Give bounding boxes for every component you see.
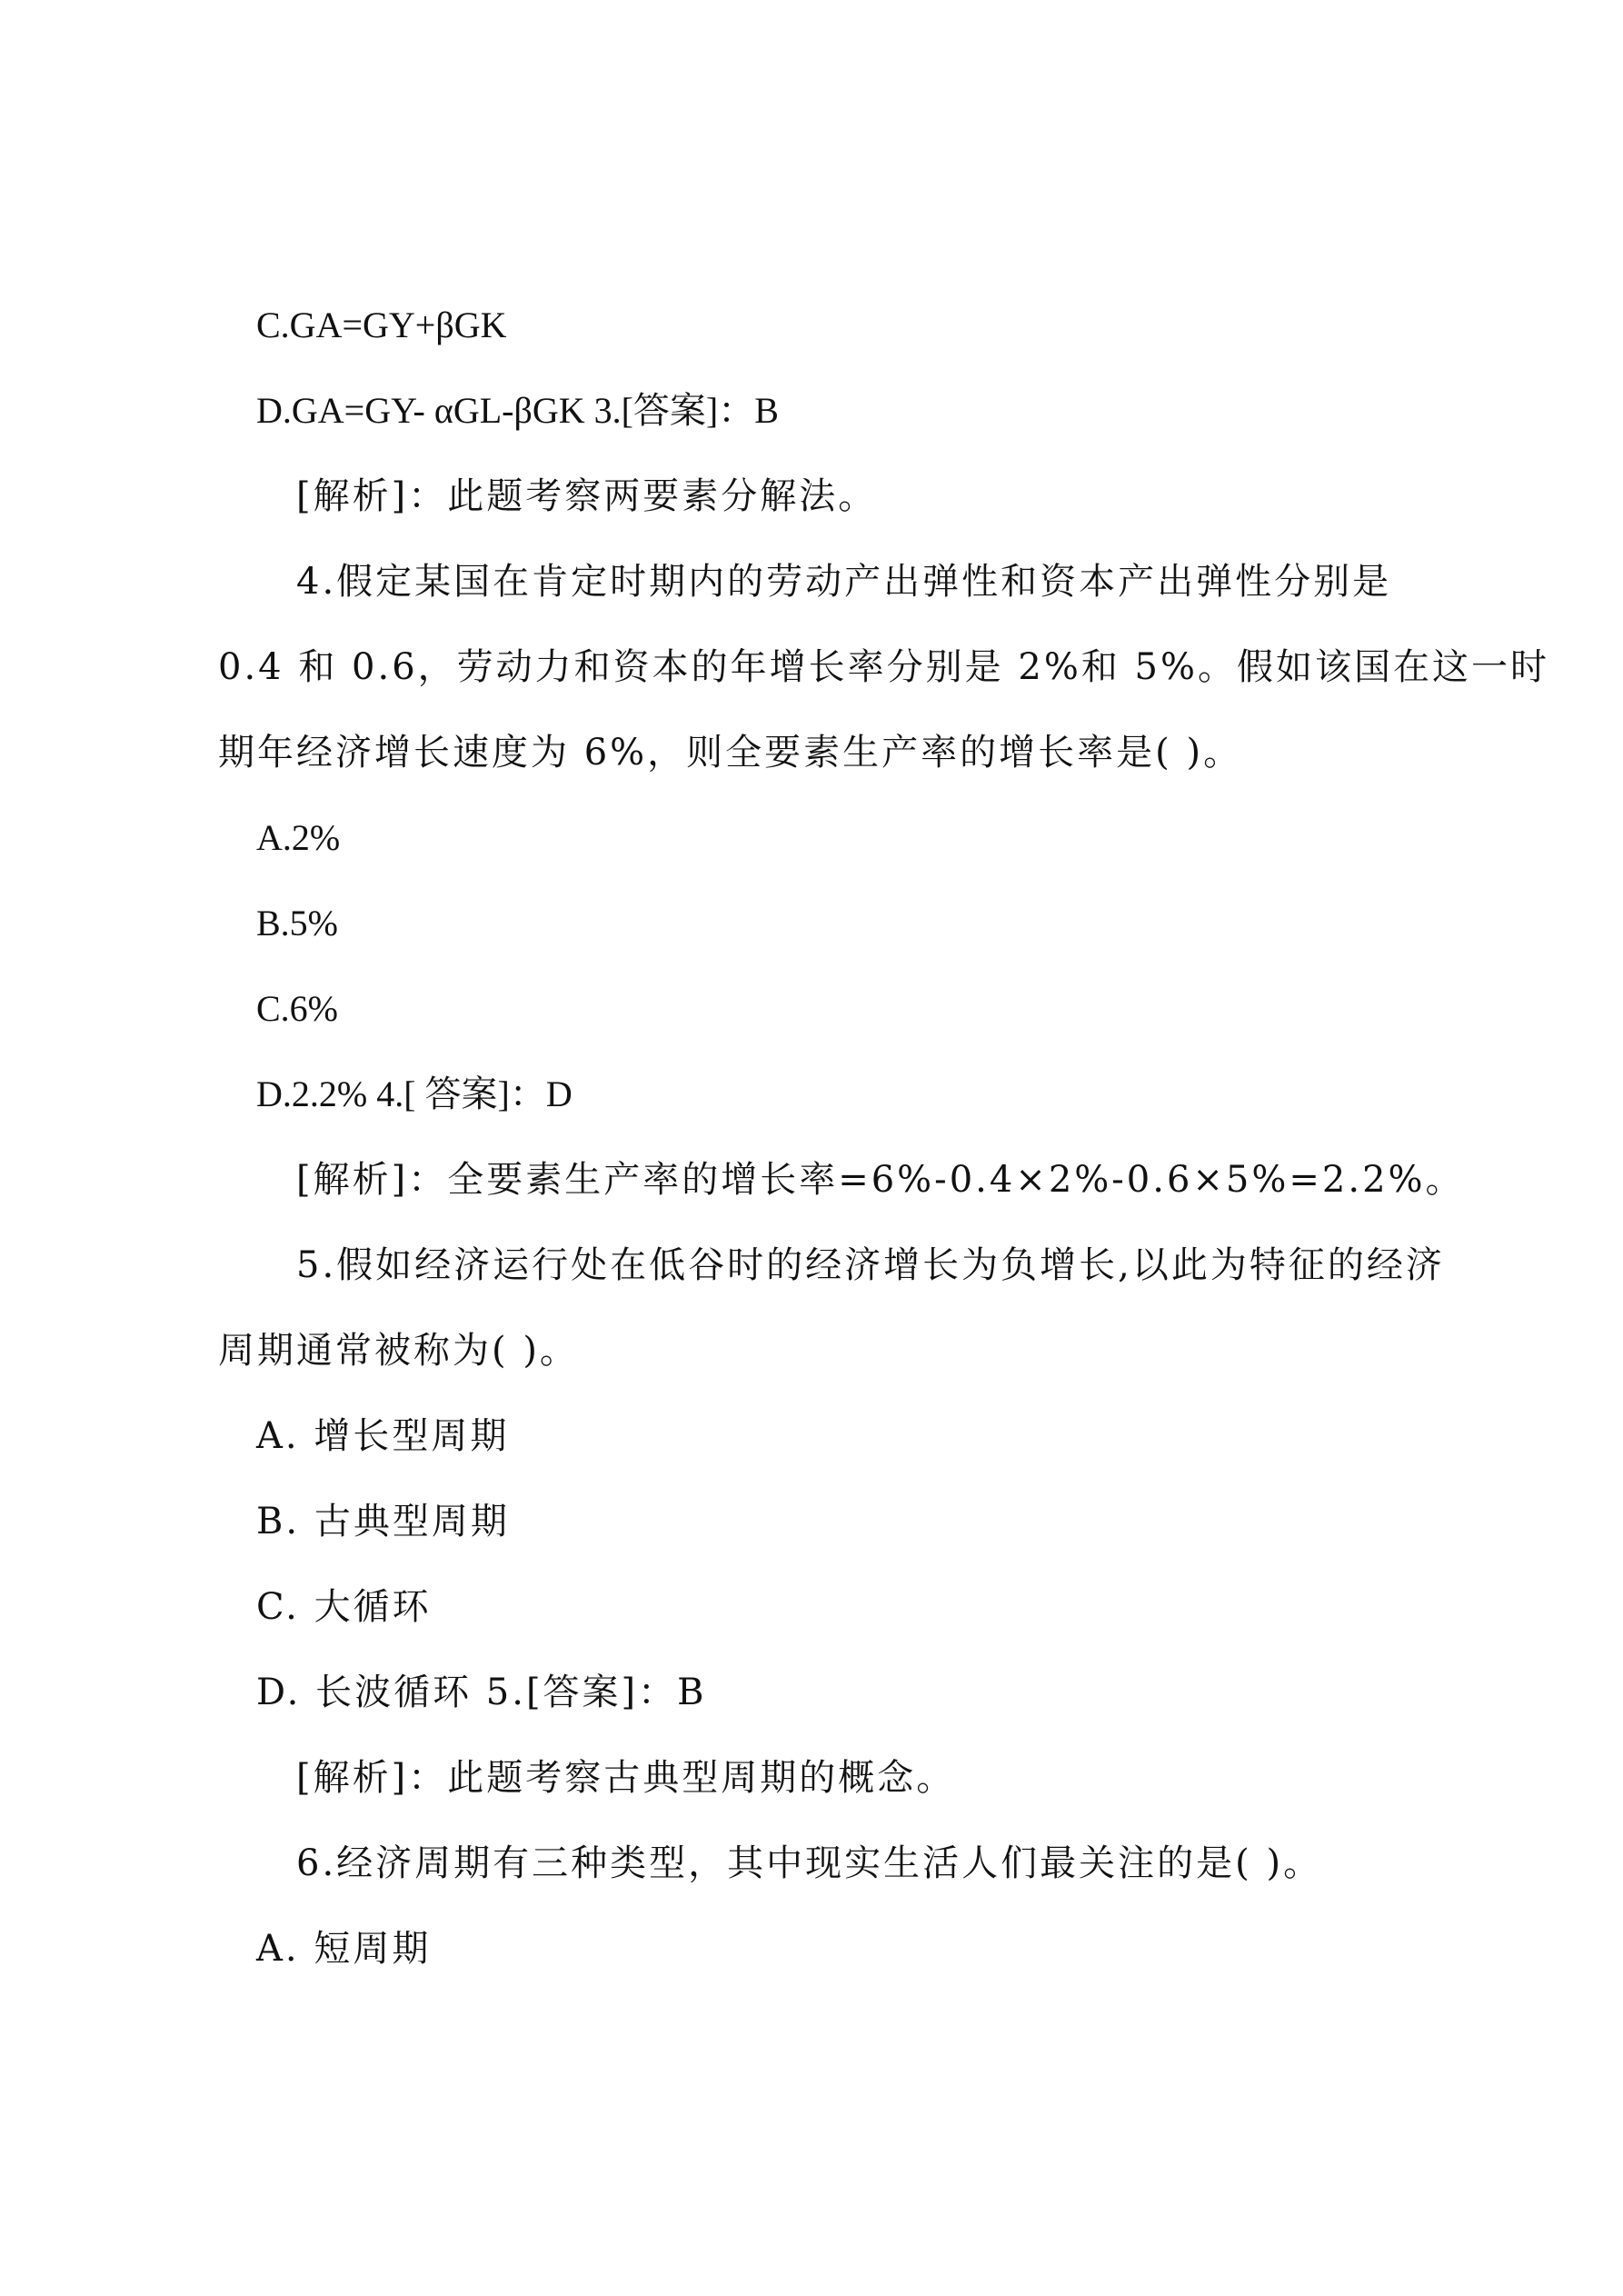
option-d-q4-answer: D.2.2% 4.[ 答案]：D xyxy=(256,1073,573,1114)
analysis-3: [解析]：此题考察两要素分解法。 xyxy=(296,475,878,517)
option-b-q5: B. 古典型周期 xyxy=(256,1501,510,1542)
question-4-line-1: 4.假定某国在肯定时期内的劳动产出弹性和资本产出弹性分别是 xyxy=(296,561,1392,603)
option-b-q4: B.5% xyxy=(256,903,338,943)
analysis-4: [解析]：全要素生产率的增长率=6%-0.4×2%-0.6×5%=2.2%。 xyxy=(296,1159,1465,1201)
question-5-line-2: 周期通常被称为( )。 xyxy=(218,1330,579,1372)
option-a-q6: A. 短周期 xyxy=(256,1928,432,1970)
question-4-line-2: 0.4 和 0.6，劳动力和资本的年增长率分别是 2%和 5%。假如该国在这一时 xyxy=(218,646,1549,688)
option-d-formula-answer: D.GA=GY- αGL-βGK 3.[答案]：B xyxy=(256,390,779,431)
question-6-line-1: 6.经济周期有三种类型，其中现实生活人们最关注的是( )。 xyxy=(296,1842,1323,1884)
option-c-formula: C.GA=GY+βGK xyxy=(256,304,507,345)
option-c-q5: C. 大循环 xyxy=(256,1586,432,1628)
question-5-line-1: 5.假如经济运行处在低谷时的经济增长为负增长,以此为特征的经济 xyxy=(296,1244,1445,1286)
option-c-q4: C.6% xyxy=(256,988,338,1029)
option-a-q5: A. 增长型周期 xyxy=(256,1415,510,1457)
option-d-q5-answer: D. 长波循环 5.[答案]：B xyxy=(256,1672,707,1713)
question-4-line-3: 期年经济增长速度为 6%，则全要素生产率的增长率是( )。 xyxy=(218,732,1243,774)
analysis-5: [解析]：此题考察古典型周期的概念。 xyxy=(296,1757,956,1799)
option-a-q4: A.2% xyxy=(256,817,341,858)
